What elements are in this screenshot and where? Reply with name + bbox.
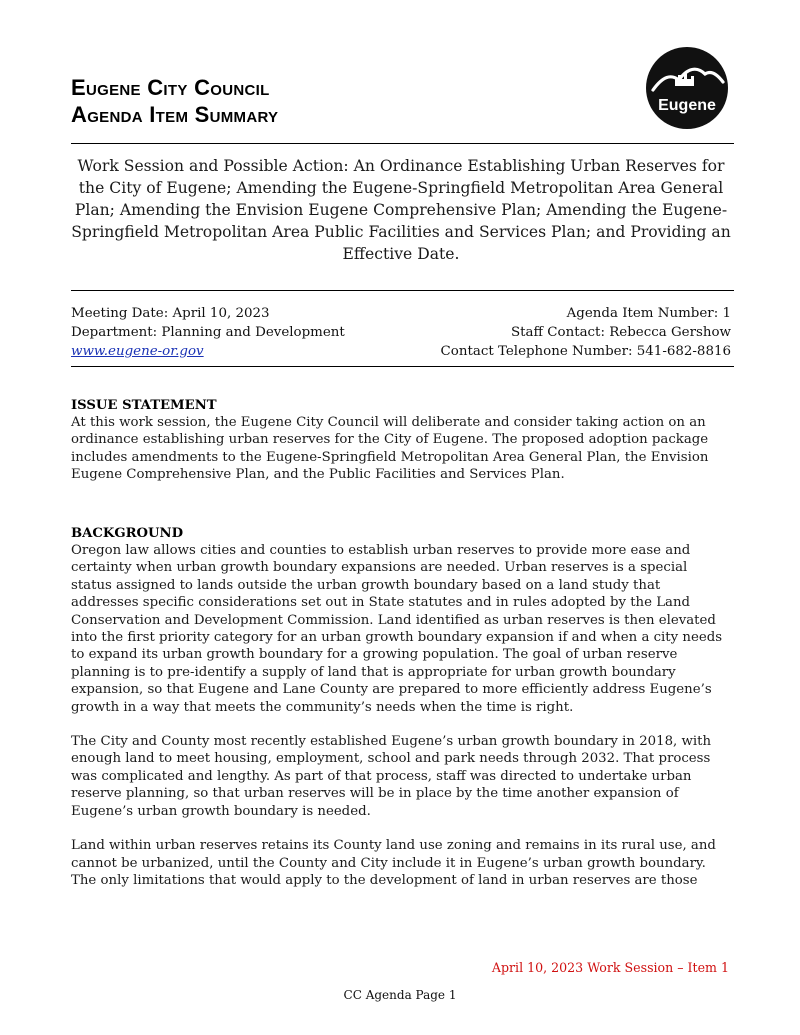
background-section: [71, 525, 731, 889]
contact-telephone: Contact Telephone Number: 541-682-8816: [440, 344, 731, 359]
staff-contact: Staff Contact: Rebecca Gershow: [510, 325, 731, 340]
page-number: CC Agenda Page 1: [343, 988, 457, 1002]
eugene-logo: [645, 46, 729, 130]
logo-circle: [646, 47, 728, 129]
logo-text: Eugene: [658, 97, 716, 114]
title-line-1: Eugene City Council: [71, 75, 270, 100]
agenda-subject: Work Session and Possible Action: An Ordinance Establishing Urban Reserves for the City of Eugene; Amending the Eugene-Springfield Metropolitan Area General Plan; Amending the Envision Eugene Comprehensive Plan; Amending the Eugene-Springfield Metropolitan Area Public Facilities and Services Plan; and Providing an Effective Date.: [71, 157, 731, 263]
background-paragraph-3: Land within urban reserves retains its County land use zoning and remains in its rural use, and cannot be urbanized, until the County and City include it in Eugene’s urban growth boundary. The only limitations that would apply to the development of land in urban reserves are those: [71, 838, 716, 888]
background-paragraph-2: The City and County most recently established Eugene’s urban growth boundary in 2018, with enough land to meet housing, employment, school and park needs through 2032. That process was complicated and lengthy. As part of that process, staff was directed to undertake urban reserve planning, so that urban reserves will be in place by the time another expansion of Eugene’s urban growth boundary is needed.: [71, 734, 712, 819]
document-title: [71, 74, 278, 128]
meeting-date: Meeting Date: April 10, 2023: [71, 306, 270, 321]
meta-row-1: [71, 304, 731, 323]
issue-statement-heading: ISSUE STATEMENT: [71, 398, 217, 413]
issue-statement-section: [71, 397, 731, 484]
meta-top-divider: [71, 290, 734, 291]
issue-statement-text: At this work session, the Eugene City Council will deliberate and consider taking action on an ordinance establishing urban reserves for the City of Eugene. The proposed adoption package includes amendments to the Eugene-Springfield Metropolitan Area General Plan, the Envision Eugene Comprehensive Plan, and the Public Facilities and Services Plan.: [71, 415, 709, 483]
work-session-label: April 10, 2023 Work Session – Item 1: [491, 960, 729, 975]
meta-row-3: [71, 342, 731, 361]
agenda-item-number: Agenda Item Number: 1: [566, 306, 731, 321]
title-line-2: Agenda Item Summary: [71, 102, 279, 127]
meta-bottom-divider: [71, 366, 734, 367]
header-divider: [71, 143, 734, 144]
meeting-info: [71, 304, 731, 361]
meta-row-2: [71, 323, 731, 342]
background-heading: BACKGROUND: [71, 526, 184, 541]
website-link[interactable]: www.eugene-or.gov: [71, 344, 204, 359]
background-paragraph-1: Oregon law allows cities and counties to establish urban reserves to provide more ease and certainty when urban growth boundary expansions are needed. Urban reserves is a special status assigned to lands outside the urban growth boundary based on a land study that addresses specific considerations set out in State statutes and in rules adopted by the Land Conservation and Development Commission. Land identified as urban reserves is then elevated into the first priority category for an urban growth boundary expansion if and when a city needs to expand its urban growth boundary for a growing population. The goal of urban reserve planning is to pre-identify a supply of land that is appropriate for urban growth boundary expansion, so that Eugene and Lane County are prepared to more efficiently address Eugene’s growth in a way that meets the community’s needs when the time is right.: [71, 543, 723, 715]
department: Department: Planning and Development: [71, 325, 345, 340]
